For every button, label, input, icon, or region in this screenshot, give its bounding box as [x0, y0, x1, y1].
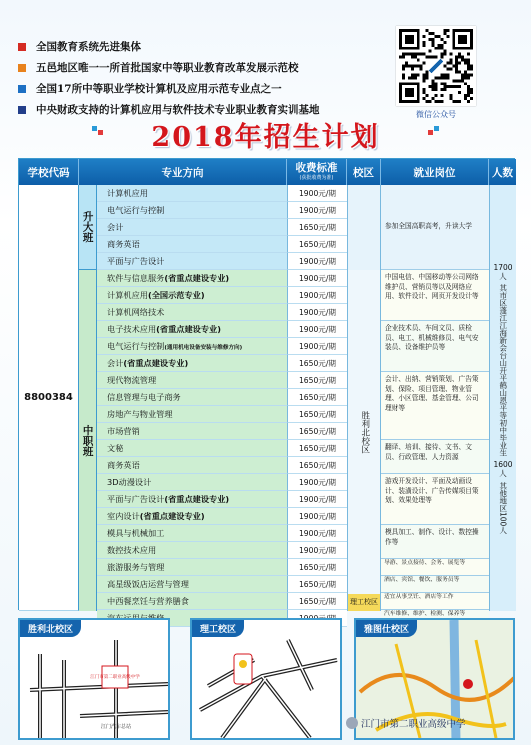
header-fee — [287, 159, 347, 185]
major-name: 电气运行与控制 — [107, 341, 165, 351]
major-tag: (省重点建设专业) — [123, 358, 189, 368]
major-cell — [97, 321, 287, 338]
jobs-cell: 导游、景点接待、会务、展览等 — [381, 559, 489, 576]
major-name: 平面与广告设计 — [107, 256, 165, 266]
major-cell — [97, 474, 287, 491]
major-tag: (通用机电设备安装与维修方向) — [164, 345, 243, 351]
major-cell — [97, 559, 287, 576]
major-name: 计算机应用 — [107, 290, 148, 300]
major-cell — [97, 491, 287, 508]
honor-item — [18, 78, 388, 99]
major-cell — [97, 593, 287, 610]
fee-cell: 1900元/期 — [287, 185, 347, 202]
honor-text: 中央财政支持的计算机应用与软件技术专业职业教育实训基地 — [36, 104, 320, 116]
major-name: 会计 — [107, 358, 124, 368]
fee-cell: 1900元/期 — [287, 253, 347, 270]
major-tag: (省重点建设专业) — [139, 511, 205, 521]
map-label: 理工校区 — [192, 620, 244, 637]
header-count: 人数 — [489, 159, 516, 185]
campus-upper — [347, 185, 381, 270]
fee-cell: 1650元/期 — [287, 440, 347, 457]
school-code: 8800384 — [19, 185, 79, 611]
major-cell — [97, 202, 287, 219]
major-cell — [97, 185, 287, 202]
header-major: 专业方向 — [79, 159, 287, 185]
qr-code-image — [399, 29, 473, 103]
map-label: 雅图仕校区 — [356, 620, 417, 637]
map-ligong — [190, 618, 342, 740]
jobs-cell: 游戏开发设计、平面及动画设计、装潢设计、广告传媒项目策划、效果处理等 — [381, 474, 489, 525]
class-upper-label: 升大班 — [81, 211, 94, 243]
fee-cell: 1900元/期 — [287, 508, 347, 525]
page-title: 2018年招生计划 — [151, 122, 380, 153]
watermark-text: 江门市第二职业高级中学 — [361, 719, 466, 730]
major-name: 现代物流管理 — [107, 375, 157, 385]
major-cell — [97, 253, 287, 270]
major-name: 会计 — [107, 222, 124, 232]
jobs-cell: 模具加工、制作、设计、数控操作等 — [381, 525, 489, 559]
map-roads-1 — [20, 620, 170, 740]
major-name: 软件与信息服务 — [107, 273, 165, 283]
map-note-1: 江门汽车总站 — [100, 724, 132, 730]
major-cell — [97, 270, 287, 287]
count-main-regions: 其市区蓬江江海新会台山开平鹤山恩平等初中毕业生 — [498, 284, 508, 457]
bullet-square-icon — [18, 64, 26, 72]
jobs-cell: 中国电信、中国移动等公司网络维护员、营销员等以及网络应用、软件设计、网页开发设计等 — [381, 270, 489, 321]
major-cell — [97, 525, 287, 542]
major-name: 房地产与物业管理 — [107, 409, 173, 419]
count-main: 1700人 — [493, 262, 513, 281]
wechat-watermark — [346, 716, 466, 730]
major-cell — [97, 355, 287, 372]
major-cell — [97, 219, 287, 236]
major-name: 高星级饭店运营与管理 — [107, 579, 189, 589]
major-name: 电气运行与控制 — [107, 205, 165, 215]
honor-item — [18, 36, 388, 57]
major-cell — [97, 338, 287, 355]
decor-squares-right — [428, 124, 440, 136]
bullet-square-icon — [18, 106, 26, 114]
map-label: 胜利北校区 — [20, 620, 81, 637]
class-upper — [79, 185, 97, 270]
header-jobs: 就业岗位 — [381, 159, 489, 185]
major-name: 旅游服务与管理 — [107, 562, 165, 572]
fee-cell: 1900元/期 — [287, 338, 347, 355]
major-name: 市场营销 — [107, 426, 140, 436]
major-cell — [97, 423, 287, 440]
fee-cell: 1900元/期 — [287, 321, 347, 338]
honor-text: 全国17所中等职业学校计算机及应用示范专业点之一 — [36, 83, 282, 95]
major-name: 数控技术应用 — [107, 545, 157, 555]
major-name: 文秘 — [107, 443, 124, 453]
major-name: 计算机网络技术 — [107, 307, 165, 317]
major-name: 室内设计 — [107, 511, 140, 521]
header-code: 学校代码 — [19, 159, 79, 185]
fee-cell: 1650元/期 — [287, 576, 347, 593]
major-tag: (省重点建设专业) — [164, 494, 230, 504]
fee-cell: 1650元/期 — [287, 406, 347, 423]
major-cell — [97, 236, 287, 253]
header-campus: 校区 — [347, 159, 381, 185]
qr-caption: 微信公众号 — [416, 110, 456, 119]
bullet-square-icon — [18, 43, 26, 51]
fee-cell: 1650元/期 — [287, 423, 347, 440]
major-cell — [97, 440, 287, 457]
count-column — [489, 185, 516, 611]
honor-item — [18, 57, 388, 78]
major-name: 电子技术应用 — [107, 324, 157, 334]
fee-cell: 1650元/期 — [287, 372, 347, 389]
bullet-square-icon — [18, 85, 26, 93]
major-cell — [97, 508, 287, 525]
jobs-cell: 企业技术员、车间文员、质检员、电工、机械维修员、电气安装员、设备维护员等 — [381, 321, 489, 372]
qr-code — [396, 26, 476, 106]
fee-cell: 1650元/期 — [287, 559, 347, 576]
count-other: 1600人 — [493, 459, 513, 479]
major-cell — [97, 304, 287, 321]
wechat-icon — [346, 717, 358, 729]
map-roads-2 — [192, 620, 342, 740]
fee-cell: 1900元/期 — [287, 491, 347, 508]
major-cell — [97, 406, 287, 423]
jobs-cell: 酒店、宾馆、餐饮、服务员等 — [381, 576, 489, 593]
fee-cell: 1900元/期 — [287, 525, 347, 542]
jobs-cell: 汽车维修、维护、检测、保养等 — [381, 610, 489, 627]
major-cell — [97, 457, 287, 474]
fee-cell: 1900元/期 — [287, 287, 347, 304]
jobs-cell: 会计、出纳、营销策划、广告策划、保险、项目管理、物业管理、小区管理、基金管理、公司理财等 — [381, 372, 489, 440]
jobs-cell: 参加全国高职高考，升读大学 — [381, 185, 489, 270]
fee-cell: 1650元/期 — [287, 389, 347, 406]
major-tag: (全国示范专业) — [147, 290, 205, 300]
major-cell — [97, 542, 287, 559]
major-cell — [97, 576, 287, 593]
campus-technical: 理工校区 — [347, 594, 381, 611]
fee-cell: 1650元/期 — [287, 236, 347, 253]
major-cell — [97, 287, 287, 304]
major-name: 信息管理与电子商务 — [107, 392, 181, 402]
major-name: 平面与广告设计 — [107, 494, 165, 504]
jobs-cell: 适宜从事烹饪、酒店等工作 — [381, 593, 489, 610]
fee-cell: 1650元/期 — [287, 457, 347, 474]
map-spot-1: 江门市第二职业高级中学 — [90, 675, 140, 680]
major-cell — [97, 389, 287, 406]
major-name: 商务英语 — [107, 239, 140, 249]
major-name: 商务英语 — [107, 460, 140, 470]
honor-text: 全国教育系统先进集体 — [36, 41, 141, 53]
major-name: 3D动漫设计 — [107, 477, 152, 487]
major-tag: (省重点建设专业) — [164, 273, 230, 283]
campus-main — [347, 270, 381, 594]
major-name: 模具与机械加工 — [107, 528, 165, 538]
jobs-cell: 翻译、培训、接待、文书、文员、行政管理、人力资源 — [381, 440, 489, 474]
header-fee-sub: (获批收费为准) — [299, 174, 334, 181]
honor-text: 五邑地区唯一一所首批国家中等职业教育改革发展示范校 — [36, 62, 299, 74]
fee-cell: 1900元/期 — [287, 474, 347, 491]
header-fee-label: 收费标准 — [295, 162, 338, 175]
fee-cell: 1900元/期 — [287, 542, 347, 559]
fee-cell: 1650元/期 — [287, 219, 347, 236]
class-middle — [79, 270, 97, 611]
fee-cell: 1900元/期 — [287, 202, 347, 219]
fee-cell: 1650元/期 — [287, 593, 347, 610]
map-shengli-north — [18, 618, 170, 740]
major-name: 中西餐烹饪与营养膳食 — [107, 596, 189, 606]
major-cell — [97, 372, 287, 389]
campus-main-label: 胜利北校区 — [359, 410, 370, 454]
fee-cell: 1900元/期 — [287, 304, 347, 321]
honors-list — [18, 36, 388, 120]
major-name: 计算机应用 — [107, 188, 148, 198]
major-tag: (省重点建设专业) — [156, 324, 221, 334]
fee-cell: 1650元/期 — [287, 355, 347, 372]
fee-cell: 1900元/期 — [287, 270, 347, 287]
enrollment-table — [18, 158, 515, 617]
count-other-regions: 其他地区100人 — [498, 481, 508, 534]
class-middle-label: 中职班 — [81, 424, 94, 457]
